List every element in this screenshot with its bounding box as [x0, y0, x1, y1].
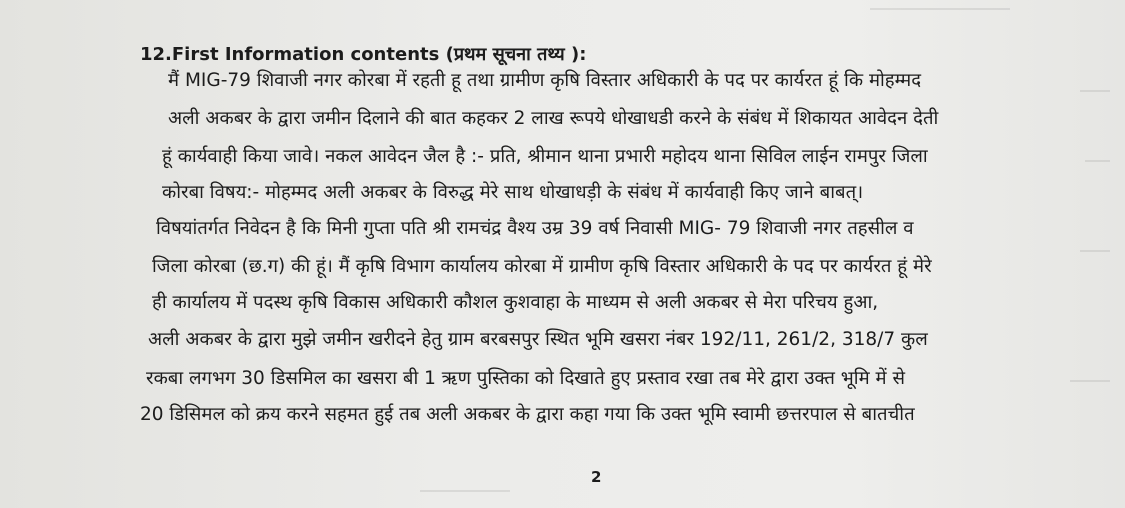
body-line: रकबा लगभग 30 डिसमिल का खसरा बी 1 ऋण पुस्तिका को दिखाते हुए प्रस्ताव रखा तब मेरे द्वारा उक्त भूमि में से [146, 368, 905, 389]
body-line: ही कार्यालय में पदस्थ कृषि विकास अधिकारी कौशल कुशवाहा के माध्यम से अली अकबर से मेरा परिचय हुआ, [152, 292, 879, 313]
body-line: हूं कार्यवाही किया जावे। नकल आवेदन जैल है :- प्रति, श्रीमान थाना प्रभारी महोदय थाना सिविल लाईन रामपुर जिला [162, 146, 928, 167]
bleed-through-decoration [1085, 160, 1110, 162]
bleed-through-decoration [1080, 250, 1110, 252]
body-line: कोरबा विषय:- मोहम्मद अली अकबर के विरुद्ध मेरे साथ धोखाधड़ी के संबंध में कार्यवाही किए जाने बाबत्। [162, 182, 864, 203]
body-line: अली अकबर के द्वारा जमीन दिलाने की बात कहकर 2 लाख रूपये धोखाधडी करने के संबंध में शिकायत आवेदन देती [168, 108, 939, 129]
section-heading: 12.First Information contents (प्रथम सूचना तथ्य ): [140, 44, 587, 65]
bleed-through-decoration [870, 8, 1010, 10]
body-line: विषयांतर्गत निवेदन है कि मिनी गुप्ता पति श्री रामचंद्र वैश्य उम्र 39 वर्ष निवासी MIG- 79 शिवाजी नगर तहसील व [156, 218, 914, 239]
body-line: अली अकबर के द्वारा मुझे जमीन खरीदने हेतु ग्राम बरबसपुर स्थित भूमि खसरा नंबर 192/11, 261/2, 318/7 कुल [148, 329, 928, 350]
body-line: 20 डिसिमल को क्रय करने सहमत हुई तब अली अकबर के द्वारा कहा गया कि उक्त भूमि स्वामी छत्तरपाल से बातचीत [140, 404, 915, 425]
body-line: मैं MIG-79 शिवाजी नगर कोरबा में रहती हू तथा ग्रामीण कृषि विस्तार अधिकारी के पद पर कार्यरत हूं कि मोहम्मद [168, 70, 922, 91]
bleed-through-decoration [420, 490, 510, 492]
bleed-through-decoration [1080, 90, 1110, 92]
bleed-through-decoration [1070, 380, 1110, 382]
page-number: 2 [591, 468, 602, 486]
body-line: जिला कोरबा (छ.ग) की हूं। मैं कृषि विभाग कार्यालय कोरबा में ग्रामीण कृषि विस्तार अधिकारी के पद पर कार्यरत हूं मेरे [152, 256, 932, 277]
